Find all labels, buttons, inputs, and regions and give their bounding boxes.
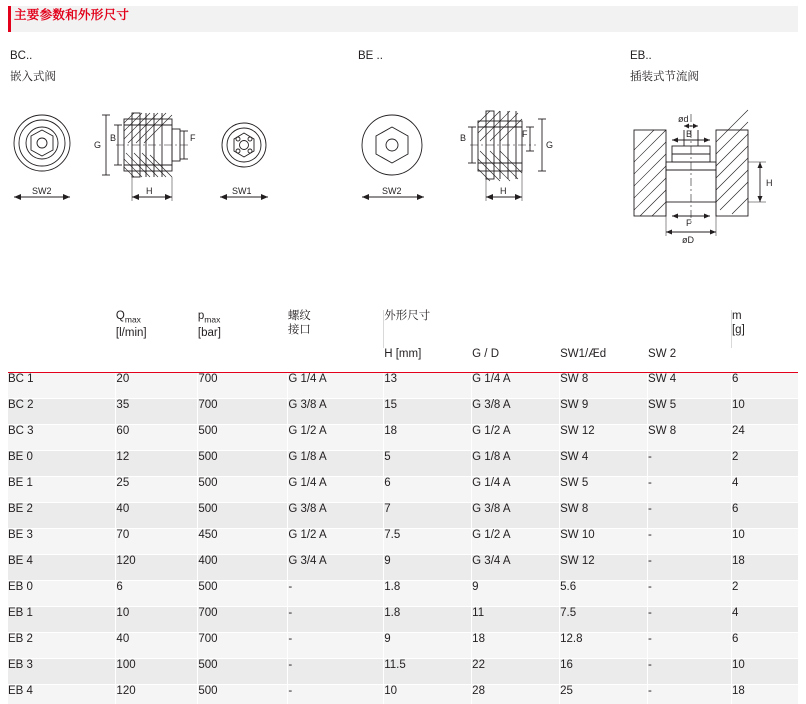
cell-sw2: - xyxy=(648,632,732,658)
cell-gd: 22 xyxy=(472,658,560,684)
subheader-cell-0 xyxy=(8,348,116,372)
figure-group-be xyxy=(358,50,383,68)
cell-sw1: SW 8 xyxy=(560,502,648,528)
cell-pmax: 500 xyxy=(198,450,288,476)
cell-thread: G 3/8 A xyxy=(288,502,384,528)
subheader-cell-sw2: SW 2 xyxy=(648,348,732,372)
table-row xyxy=(8,632,798,658)
table-row xyxy=(8,372,798,398)
cell-h: 1.8 xyxy=(384,606,472,632)
figure-name-bc: 嵌入式阀 xyxy=(10,71,56,83)
cell-gd: 11 xyxy=(472,606,560,632)
cell-mass: 10 xyxy=(731,658,797,684)
label-f: F xyxy=(686,218,692,228)
header-cell-thread xyxy=(288,310,384,348)
figure-art-bc xyxy=(6,105,306,230)
cell-model: BE 3 xyxy=(8,528,116,554)
cell-sw1: SW 8 xyxy=(560,372,648,398)
subheader-cell-2 xyxy=(198,348,288,372)
cell-sw1: SW 9 xyxy=(560,398,648,424)
cell-model: BE 2 xyxy=(8,502,116,528)
cell-sw2: - xyxy=(648,476,732,502)
cell-sw2: - xyxy=(648,580,732,606)
table-row xyxy=(8,554,798,580)
cell-sw2: SW 8 xyxy=(648,424,732,450)
table-row xyxy=(8,424,798,450)
cell-sw2: - xyxy=(648,554,732,580)
cell-model: EB 4 xyxy=(8,684,116,704)
header-cell-pmax xyxy=(198,310,288,348)
cell-pmax: 500 xyxy=(198,658,288,684)
cell-thread: - xyxy=(288,684,384,704)
cell-pmax: 400 xyxy=(198,554,288,580)
cell-mass: 2 xyxy=(731,450,797,476)
cell-qmax: 20 xyxy=(116,372,198,398)
header-thread-line1: 螺纹 xyxy=(287,310,311,322)
cell-gd: 18 xyxy=(472,632,560,658)
label-f: F xyxy=(522,129,528,139)
label-sw1: SW1 xyxy=(232,186,252,196)
cell-sw2: SW 4 xyxy=(648,372,732,398)
cell-h: 11.5 xyxy=(384,658,472,684)
label-od-small: ød xyxy=(678,114,689,124)
cell-qmax: 35 xyxy=(116,398,198,424)
cell-gd: G 3/8 A xyxy=(472,502,560,528)
figure-group-bc xyxy=(10,50,56,84)
cell-sw1: SW 4 xyxy=(560,450,648,476)
table-row xyxy=(8,398,798,424)
cell-qmax: 40 xyxy=(116,632,198,658)
cell-qmax: 6 xyxy=(116,580,198,606)
cell-gd: G 3/8 A xyxy=(472,398,560,424)
cell-pmax: 700 xyxy=(198,632,288,658)
cell-pmax: 500 xyxy=(198,502,288,528)
header-cell-qmax xyxy=(116,310,198,348)
table-row xyxy=(8,476,798,502)
label-b: B xyxy=(460,133,467,143)
cell-pmax: 500 xyxy=(198,684,288,704)
label-f: F xyxy=(190,133,196,143)
table-row xyxy=(8,528,798,554)
header-qmax-sub: max xyxy=(124,314,141,325)
cell-model: BC 2 xyxy=(8,398,116,424)
table-row xyxy=(8,658,798,684)
cell-h: 5 xyxy=(384,450,472,476)
cell-model: EB 3 xyxy=(8,658,116,684)
cell-pmax: 500 xyxy=(198,476,288,502)
cell-pmax: 500 xyxy=(198,580,288,606)
cell-thread: G 1/8 A xyxy=(288,450,384,476)
cell-qmax: 100 xyxy=(116,658,198,684)
cell-gd: G 1/2 A xyxy=(472,528,560,554)
cell-qmax: 10 xyxy=(116,606,198,632)
subheader-cell-h: H [mm] xyxy=(384,348,472,372)
cell-qmax: 120 xyxy=(116,684,198,704)
cell-sw1: SW 10 xyxy=(560,528,648,554)
cell-h: 13 xyxy=(384,372,472,398)
cell-thread: G 1/4 A xyxy=(288,476,384,502)
figure-art-be xyxy=(350,105,580,230)
header-pmax-line2: [bar] xyxy=(197,326,221,339)
label-sw2: SW2 xyxy=(32,186,52,196)
cell-thread: G 3/8 A xyxy=(288,398,384,424)
cell-qmax: 60 xyxy=(116,424,198,450)
cell-mass: 18 xyxy=(731,554,797,580)
cell-thread: G 1/2 A xyxy=(288,424,384,450)
cell-sw1: 5.6 xyxy=(560,580,648,606)
cell-sw1: 7.5 xyxy=(560,606,648,632)
label-od-large: øD xyxy=(682,235,694,245)
cell-qmax: 12 xyxy=(116,450,198,476)
table-row xyxy=(8,684,798,704)
cell-h: 1.8 xyxy=(384,580,472,606)
cell-model: BC 1 xyxy=(8,372,116,398)
cell-pmax: 700 xyxy=(198,398,288,424)
cell-gd: G 1/2 A xyxy=(472,424,560,450)
cell-qmax: 70 xyxy=(116,528,198,554)
header-pmax-line1: p xyxy=(197,310,205,322)
subheader-cell-1 xyxy=(116,348,198,372)
cell-h: 10 xyxy=(384,684,472,704)
label-b: B xyxy=(110,133,117,143)
subheader-cell-m xyxy=(731,348,797,372)
spec-table xyxy=(8,310,798,704)
cell-gd: 9 xyxy=(472,580,560,606)
cell-gd: G 1/8 A xyxy=(472,450,560,476)
cell-sw2: - xyxy=(648,658,732,684)
cell-sw2: SW 5 xyxy=(648,398,732,424)
cell-model: BE 0 xyxy=(8,450,116,476)
table-row xyxy=(8,450,798,476)
cell-qmax: 40 xyxy=(116,502,198,528)
cell-pmax: 500 xyxy=(198,424,288,450)
subheader-cell-3 xyxy=(288,348,384,372)
header-cell-model xyxy=(8,310,116,348)
table-row xyxy=(8,606,798,632)
cell-sw1: 16 xyxy=(560,658,648,684)
cell-sw2: - xyxy=(648,684,732,704)
cell-gd: G 1/4 A xyxy=(472,372,560,398)
table-row xyxy=(8,502,798,528)
spec-table-wrap xyxy=(8,310,798,704)
page-title: 主要参数和外形尺寸 xyxy=(14,8,130,22)
cell-h: 15 xyxy=(384,398,472,424)
cell-mass: 10 xyxy=(731,528,797,554)
cell-model: BE 4 xyxy=(8,554,116,580)
header-cell-mass xyxy=(731,310,797,348)
cell-mass: 24 xyxy=(731,424,797,450)
figure-code-be: BE .. xyxy=(358,50,383,62)
label-h: H xyxy=(146,186,153,196)
cell-sw2: - xyxy=(648,606,732,632)
header-pmax-sub: max xyxy=(204,314,221,325)
header-mass-line2: [g] xyxy=(731,323,745,336)
header-mass-line1: m xyxy=(731,310,742,322)
cell-gd: 28 xyxy=(472,684,560,704)
cell-sw1: SW 12 xyxy=(560,554,648,580)
be-drawing-svg xyxy=(350,105,580,225)
cell-pmax: 700 xyxy=(198,606,288,632)
label-g: G xyxy=(94,140,102,150)
cell-gd: G 1/4 A xyxy=(472,476,560,502)
cell-model: BC 3 xyxy=(8,424,116,450)
cell-mass: 6 xyxy=(731,372,797,398)
cell-thread: G 3/4 A xyxy=(288,554,384,580)
cell-mass: 10 xyxy=(731,398,797,424)
cell-model: BE 1 xyxy=(8,476,116,502)
table-body xyxy=(8,372,798,704)
header-qmax-line2: [l/min] xyxy=(115,326,147,339)
label-sw2: SW2 xyxy=(382,186,402,196)
subheader-cell-gd: G / D xyxy=(472,348,560,372)
cell-h: 6 xyxy=(384,476,472,502)
cell-mass: 2 xyxy=(731,580,797,606)
figure-art-eb xyxy=(620,100,795,255)
cell-mass: 18 xyxy=(731,684,797,704)
cell-sw2: - xyxy=(648,450,732,476)
cell-thread: - xyxy=(288,658,384,684)
figure-code-bc: BC.. xyxy=(10,50,33,62)
subheader-cell-sw1: SW1/Æd xyxy=(560,348,648,372)
cell-model: EB 1 xyxy=(8,606,116,632)
bc-drawing-svg xyxy=(6,105,306,225)
cell-mass: 4 xyxy=(731,606,797,632)
cell-qmax: 120 xyxy=(116,554,198,580)
label-b: B xyxy=(686,129,693,139)
figure-name-eb: 插装式节流阀 xyxy=(630,71,699,83)
cell-mass: 4 xyxy=(731,476,797,502)
table-header-top xyxy=(8,310,798,348)
label-h: H xyxy=(500,186,507,196)
cell-qmax: 25 xyxy=(116,476,198,502)
cell-mass: 6 xyxy=(731,502,797,528)
cell-h: 7.5 xyxy=(384,528,472,554)
label-g: G xyxy=(546,140,554,150)
cell-thread: G 1/4 A xyxy=(288,372,384,398)
cell-h: 18 xyxy=(384,424,472,450)
figure-code-eb: EB.. xyxy=(630,50,652,62)
cell-sw1: SW 5 xyxy=(560,476,648,502)
table-header-sub xyxy=(8,348,798,372)
cell-mass: 6 xyxy=(731,632,797,658)
cell-model: EB 0 xyxy=(8,580,116,606)
label-h: H xyxy=(766,178,773,188)
cell-sw2: - xyxy=(648,528,732,554)
figure-group-eb xyxy=(630,50,699,84)
cell-pmax: 450 xyxy=(198,528,288,554)
cell-gd: G 3/4 A xyxy=(472,554,560,580)
cell-h: 9 xyxy=(384,632,472,658)
cell-model: EB 2 xyxy=(8,632,116,658)
cell-thread: - xyxy=(288,606,384,632)
header-qmax-line1: Q xyxy=(115,310,125,322)
cell-thread: - xyxy=(288,580,384,606)
cell-thread: - xyxy=(288,632,384,658)
header-cell-dimensions: 外形尺寸 xyxy=(384,310,732,348)
cell-sw1: 25 xyxy=(560,684,648,704)
cell-h: 9 xyxy=(384,554,472,580)
cell-h: 7 xyxy=(384,502,472,528)
eb-drawing-svg xyxy=(620,100,795,250)
cell-sw2: - xyxy=(648,502,732,528)
cell-sw1: 12.8 xyxy=(560,632,648,658)
cell-pmax: 700 xyxy=(198,372,288,398)
cell-sw1: SW 12 xyxy=(560,424,648,450)
table-row xyxy=(8,580,798,606)
header-thread-line2: 接口 xyxy=(287,323,311,336)
cell-thread: G 1/2 A xyxy=(288,528,384,554)
